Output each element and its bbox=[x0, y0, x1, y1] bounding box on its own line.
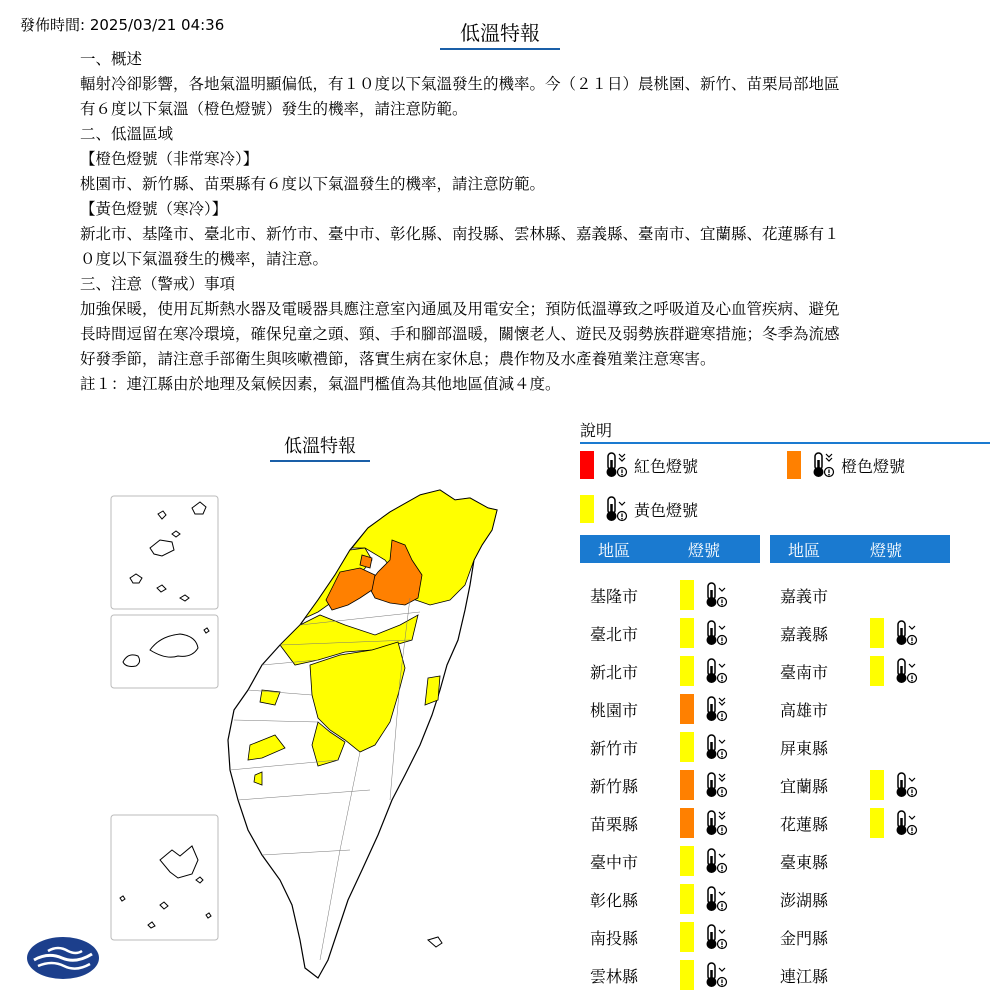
region-row bbox=[590, 804, 730, 842]
region-name: 屏東縣 bbox=[780, 738, 829, 758]
map-title: 低溫特報 bbox=[270, 432, 370, 462]
region-row bbox=[590, 652, 730, 690]
region-name: 澎湖縣 bbox=[780, 890, 829, 910]
signal-cell bbox=[680, 884, 730, 914]
thermometer-cold-icon bbox=[700, 960, 730, 990]
thermometer-cold-icon bbox=[807, 450, 837, 480]
thermometer-cold-icon bbox=[890, 770, 920, 800]
orange-swatch bbox=[787, 451, 801, 479]
bulletin-line: 好發季節，請注意手部衛生與咳嗽禮節，落實生病在家休息；農作物及水產養殖業注意寒害。 bbox=[80, 350, 716, 368]
bulletin-line: ０度以下氣溫發生的機率，請注意。 bbox=[80, 250, 329, 268]
region-name: 臺南市 bbox=[780, 662, 829, 682]
signal-cell bbox=[680, 960, 730, 990]
thermometer-cold-icon bbox=[700, 580, 730, 610]
thermometer-cold-icon bbox=[600, 450, 630, 480]
thermometer-cold-icon bbox=[700, 656, 730, 686]
region-row bbox=[780, 766, 920, 804]
page-title: 低溫特報 bbox=[440, 17, 560, 50]
bulletin-line: 一、概述 bbox=[80, 50, 143, 68]
orange-swatch bbox=[680, 770, 694, 800]
orange-swatch bbox=[680, 808, 694, 838]
signal-cell bbox=[680, 580, 730, 610]
region-row bbox=[780, 728, 870, 766]
thermometer-cold-icon bbox=[700, 846, 730, 876]
yellow-swatch bbox=[680, 618, 694, 648]
region-row bbox=[590, 956, 730, 994]
thermometer-cold-icon bbox=[890, 618, 920, 648]
thermometer-cold-icon bbox=[890, 656, 920, 686]
header-signal: 燈號 bbox=[870, 540, 903, 560]
region-name: 桃園市 bbox=[590, 700, 639, 720]
bulletin-line: 輻射冷卻影響，各地氣溫明顯偏低，有１０度以下氣溫發生的機率。今（２１日）晨桃園、新竹、苗栗局部地區 bbox=[80, 75, 840, 93]
region-row bbox=[590, 880, 730, 918]
region-name: 連江縣 bbox=[780, 966, 829, 986]
region-name: 彰化縣 bbox=[590, 890, 639, 910]
orange-swatch bbox=[680, 694, 694, 724]
signal-cell bbox=[680, 808, 730, 838]
region-name: 金門縣 bbox=[780, 928, 829, 948]
publish-time: 發佈時間: 2025/03/21 04:36 bbox=[20, 16, 225, 34]
region-row bbox=[780, 880, 870, 918]
table-header-left bbox=[580, 535, 760, 563]
header-signal: 燈號 bbox=[688, 540, 721, 560]
region-row bbox=[780, 956, 870, 994]
region-name: 花蓮縣 bbox=[780, 814, 829, 834]
legend-yellow-label: 黃色燈號 bbox=[634, 500, 699, 520]
region-row bbox=[780, 918, 870, 956]
yellow-swatch bbox=[680, 960, 694, 990]
signal-cell bbox=[680, 732, 730, 762]
region-row bbox=[590, 576, 730, 614]
yellow-swatch bbox=[870, 770, 884, 800]
table-header-right bbox=[770, 535, 950, 563]
region-name: 新北市 bbox=[590, 662, 639, 682]
thermometer-cold-icon bbox=[700, 922, 730, 952]
yellow-swatch bbox=[580, 495, 594, 523]
thermometer-cold-icon bbox=[700, 884, 730, 914]
yellow-swatch bbox=[870, 618, 884, 648]
thermometer-cold-icon bbox=[600, 494, 630, 524]
region-row bbox=[780, 842, 870, 880]
red-swatch bbox=[580, 451, 594, 479]
region-row bbox=[780, 804, 920, 842]
legend-yellow bbox=[580, 494, 698, 524]
yellow-swatch bbox=[870, 808, 884, 838]
bulletin-line: 【黃色燈號（寒冷）】 bbox=[80, 200, 228, 218]
region-row bbox=[590, 918, 730, 956]
bulletin-line: 加強保暖，使用瓦斯熱水器及電暖器具應注意室內通風及用電安全；預防低溫導致之呼吸道及心血管疾病、避免 bbox=[80, 300, 840, 318]
yellow-swatch bbox=[680, 884, 694, 914]
inset-box-penghu bbox=[111, 815, 218, 940]
yellow-swatch bbox=[680, 846, 694, 876]
thermometer-cold-icon bbox=[700, 770, 730, 800]
region-row bbox=[590, 728, 730, 766]
region-name: 基隆市 bbox=[590, 586, 639, 606]
signal-cell bbox=[680, 694, 730, 724]
signal-cell bbox=[870, 808, 920, 838]
bulletin-line: 長時間逗留在寒冷環境，確保兒童之頭、頸、手和腳部溫暖，關懷老人、遊民及弱勢族群避寒措施；冬季為流感 bbox=[80, 325, 840, 343]
header-region: 地區 bbox=[598, 540, 631, 560]
region-row bbox=[590, 614, 730, 652]
header-region: 地區 bbox=[788, 540, 821, 560]
region-name: 嘉義市 bbox=[780, 586, 829, 606]
signal-cell bbox=[870, 770, 920, 800]
yellow-swatch bbox=[870, 656, 884, 686]
region-name: 臺東縣 bbox=[780, 852, 829, 872]
thermometer-cold-icon bbox=[700, 618, 730, 648]
bulletin-line: 三、注意（警戒）事項 bbox=[80, 275, 236, 293]
signal-cell bbox=[680, 846, 730, 876]
region-name: 雲林縣 bbox=[590, 966, 639, 986]
bulletin-text bbox=[80, 47, 920, 397]
bulletin-line: 有６度以下氣溫（橙色燈號）發生的機率，請注意防範。 bbox=[80, 100, 468, 118]
taiwan-map bbox=[0, 460, 560, 1000]
yellow-swatch bbox=[680, 732, 694, 762]
region-name: 宜蘭縣 bbox=[780, 776, 829, 796]
legend-red-label: 紅色燈號 bbox=[634, 456, 699, 476]
legend-orange-label: 橙色燈號 bbox=[841, 456, 906, 476]
legend-title: 說明 bbox=[580, 418, 990, 444]
yellow-swatch bbox=[680, 580, 694, 610]
bulletin-line: 新北市、基隆市、臺北市、新竹市、臺中市、彰化縣、南投縣、雲林縣、嘉義縣、臺南市、宜蘭縣、花蓮縣有１ bbox=[80, 225, 840, 243]
region-row bbox=[590, 766, 730, 804]
cwa-logo bbox=[26, 936, 100, 980]
signal-cell bbox=[680, 618, 730, 648]
signal-cell bbox=[870, 656, 920, 686]
bulletin-line: 桃園市、新竹縣、苗栗縣有６度以下氣溫發生的機率，請注意防範。 bbox=[80, 175, 546, 193]
region-name: 新竹市 bbox=[590, 738, 639, 758]
bulletin-line: 註１：連江縣由於地理及氣候因素，氣溫門檻值為其他地區值減４度。 bbox=[80, 375, 561, 393]
region-name: 嘉義縣 bbox=[780, 624, 829, 644]
yellow-swatch bbox=[680, 922, 694, 952]
region-row bbox=[780, 690, 870, 728]
region-row bbox=[590, 690, 730, 728]
region-row bbox=[780, 614, 920, 652]
region-row bbox=[780, 652, 920, 690]
region-name: 苗栗縣 bbox=[590, 814, 639, 834]
region-name: 高雄市 bbox=[780, 700, 829, 720]
region-row bbox=[780, 576, 870, 614]
signal-cell bbox=[680, 656, 730, 686]
signal-cell bbox=[680, 922, 730, 952]
region-name: 新竹縣 bbox=[590, 776, 639, 796]
yellow-swatch bbox=[680, 656, 694, 686]
region-name: 南投縣 bbox=[590, 928, 639, 948]
legend-orange bbox=[787, 450, 905, 480]
thermometer-cold-icon bbox=[700, 694, 730, 724]
legend-red bbox=[580, 450, 698, 480]
bulletin-line: 【橙色燈號（非常寒冷）】 bbox=[80, 150, 259, 168]
thermometer-cold-icon bbox=[890, 808, 920, 838]
region-row bbox=[590, 842, 730, 880]
signal-cell bbox=[870, 618, 920, 648]
region-name: 臺中市 bbox=[590, 852, 639, 872]
thermometer-cold-icon bbox=[700, 808, 730, 838]
signal-cell bbox=[680, 770, 730, 800]
bulletin-line: 二、低溫區域 bbox=[80, 125, 174, 143]
region-name: 臺北市 bbox=[590, 624, 639, 644]
thermometer-cold-icon bbox=[700, 732, 730, 762]
